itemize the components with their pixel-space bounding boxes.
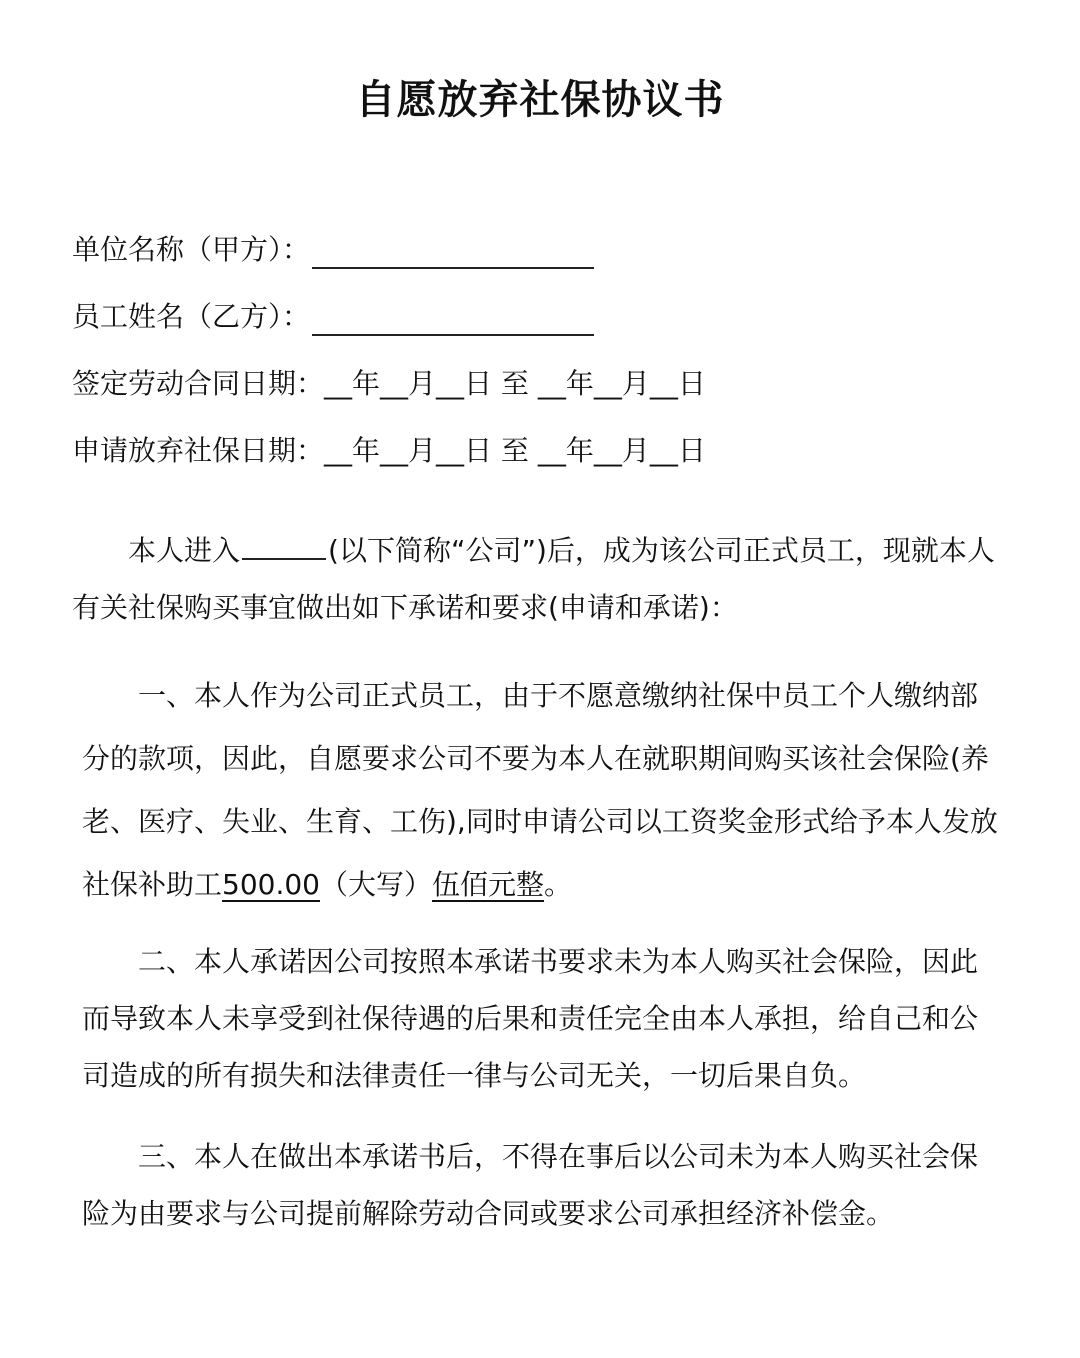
company-blank (242, 528, 326, 560)
company-name-label: 单位名称（甲方）： (72, 233, 311, 266)
employee-name-field (72, 291, 1032, 358)
clause-two: 二、本人承诺因公司按照本承诺书要求未为本人购买社会保险，因此而导致本人未享受到社保待遇的后果和责任完全由本人承担，给自己和公司造成的所有损失和法律责任一律与公司无关，一切后果自负。 (82, 945, 979, 1092)
capital-label: （大写） (320, 868, 433, 901)
waiver-date-field (72, 425, 1032, 492)
company-name-field (72, 224, 1032, 291)
subsidy-amount: 500.00 (222, 868, 320, 901)
waiver-date-value: __年__月__日 至 __年__月__日 (324, 434, 706, 467)
contract-date-label: 签定劳动合同日期： (72, 367, 325, 400)
clause-one-text: 一、本人作为公司正式员工，由于不愿意缴纳社保中员工个人缴纳部分的款项，因此，自愿要求公司不要为本人在就职期间购买该社会保险(养老、医疗、失业、生育、工伤),同时申请公司以工资奖金形式给予本人发放社保补助工 (82, 679, 998, 901)
intro-prefix: 本人进入 (128, 534, 241, 567)
employee-name-label: 员工姓名（乙方）： (72, 300, 311, 333)
company-name-blank (312, 233, 594, 269)
intro-suffix: (以下简称“公司”)后，成为该公司正式员工，现就本人有关社保购买事宜做出如下承诺和要求(申请和承诺)： (72, 534, 995, 624)
clause-one (82, 664, 1002, 916)
info-fields (72, 224, 1032, 492)
employee-name-blank (312, 300, 594, 336)
intro-paragraph (72, 522, 1002, 636)
waiver-date-label: 申请放弃社保日期： (72, 434, 325, 467)
clause-three: 三、本人在做出本承诺书后，不得在事后以公司未为本人购买社会保险为由要求与公司提前解除劳动合同或要求公司承担经济补偿金。 (82, 1140, 979, 1230)
subsidy-amount-capital: 伍佰元整 (432, 868, 545, 901)
document-title: 自愿放弃社保协议书 (355, 77, 725, 123)
contract-date-field (72, 358, 1032, 425)
contract-date-value: __年__月__日 至 __年__月__日 (324, 367, 706, 400)
clause-one-end: 。 (544, 868, 573, 901)
